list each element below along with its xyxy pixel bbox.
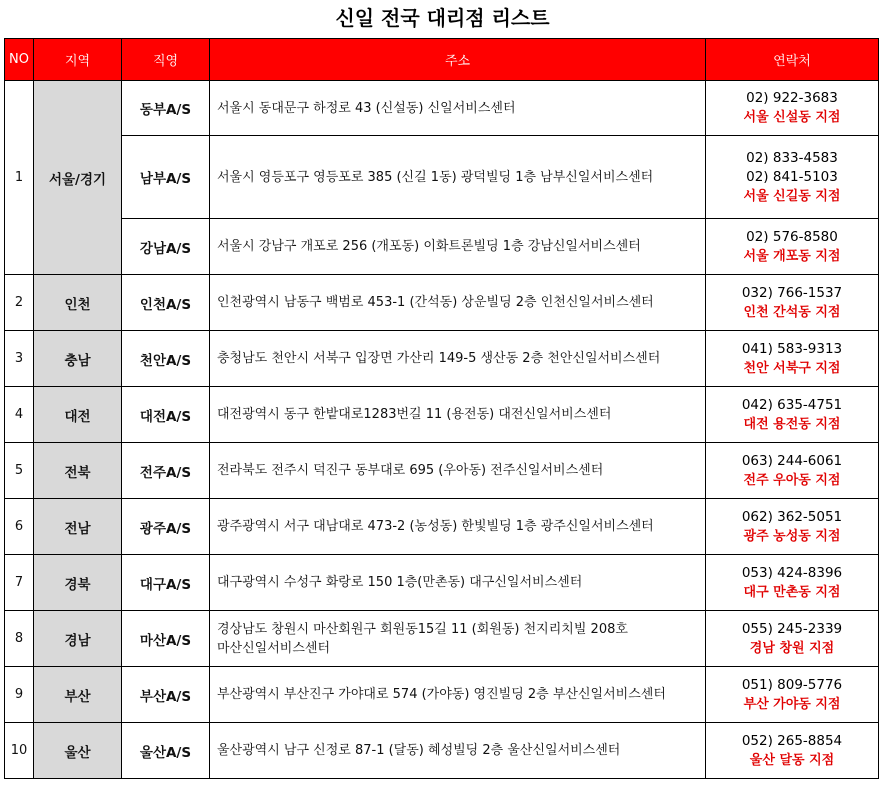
address-cell: 울산광역시 남구 신정로 87-1 (달동) 혜성빌딩 2층 울산신일서비스센터 — [210, 723, 706, 779]
branch-cell: 울산A/S — [122, 723, 210, 779]
address-cell: 부산광역시 부산진구 가야대로 574 (가야동) 영진빌딩 2층 부산신일서비스센터 — [210, 667, 706, 723]
row-number: 4 — [5, 387, 34, 443]
address-cell: 광주광역시 서구 대남대로 473-2 (농성동) 한빛빌딩 1층 광주신일서비스센터 — [210, 499, 706, 555]
header-address: 주소 — [210, 39, 706, 81]
branch-note: 천안 서북구 지점 — [743, 360, 841, 376]
table-row — [5, 275, 879, 331]
branch-note: 대구 만촌동 지점 — [743, 584, 841, 600]
phone-number: 02) 922-3683 — [746, 90, 838, 106]
branch-cell: 대전A/S — [122, 387, 210, 443]
branch-note: 대전 용전동 지점 — [743, 416, 841, 432]
branch-cell: 부산A/S — [122, 667, 210, 723]
phone-number: 042) 635-4751 — [741, 396, 843, 413]
region-cell: 서울/경기 — [34, 81, 122, 275]
row-number: 8 — [5, 611, 34, 667]
row-number: 10 — [5, 723, 34, 779]
table-row — [5, 555, 879, 611]
address-cell: 대구광역시 수성구 화랑로 150 1층(만촌동) 대구신일서비스센터 — [210, 555, 706, 611]
phone-number: 053) 424-8396 — [741, 564, 843, 581]
table-row — [5, 723, 879, 779]
region-cell: 대전 — [34, 387, 122, 443]
table-row — [5, 219, 879, 275]
branch-note: 서울 신길동 지점 — [743, 188, 841, 204]
region-cell: 부산 — [34, 667, 122, 723]
address-line: 마산신일서비스센터 — [217, 640, 331, 656]
branch-note: 광주 농성동 지점 — [743, 528, 841, 544]
branch-note: 경남 창원 지점 — [749, 640, 835, 656]
branch-cell: 대구A/S — [122, 555, 210, 611]
contact-cell — [706, 219, 879, 275]
header-contact: 연락처 — [706, 39, 879, 81]
phone-number: 032) 766-1537 — [741, 284, 843, 301]
region-cell: 충남 — [34, 331, 122, 387]
region-cell: 전남 — [34, 499, 122, 555]
table-row — [5, 81, 879, 136]
region-cell: 경남 — [34, 611, 122, 667]
header-branch: 직영 — [122, 39, 210, 81]
address-line: 경상남도 창원시 마산회원구 회원동15길 11 (회원동) 천지리치빌 208호 — [217, 621, 628, 637]
branch-cell: 인천A/S — [122, 275, 210, 331]
branch-note: 인천 간석동 지점 — [743, 304, 841, 320]
address-cell: 서울시 영등포구 영등포로 385 (신길 1동) 광덕빌딩 1층 남부신일서비스센터 — [210, 136, 706, 219]
address-cell — [210, 611, 706, 667]
contact-cell — [706, 667, 879, 723]
table-row — [5, 443, 879, 499]
contact-cell — [706, 387, 879, 443]
phone-number: 055) 245-2339 — [741, 620, 843, 637]
address-cell: 대전광역시 동구 한밭대로1283번길 11 (용전동) 대전신일서비스센터 — [210, 387, 706, 443]
dealer-table — [4, 38, 879, 779]
contact-cell — [706, 499, 879, 555]
table-row — [5, 136, 879, 219]
table-row — [5, 667, 879, 723]
branch-cell: 동부A/S — [122, 81, 210, 136]
contact-cell — [706, 555, 879, 611]
header-region: 지역 — [34, 39, 122, 81]
phone-number: 052) 265-8854 — [741, 732, 843, 749]
region-cell: 울산 — [34, 723, 122, 779]
branch-cell: 천안A/S — [122, 331, 210, 387]
row-number: 2 — [5, 275, 34, 331]
contact-cell — [706, 275, 879, 331]
row-number: 7 — [5, 555, 34, 611]
row-number: 5 — [5, 443, 34, 499]
header-no: NO — [5, 39, 34, 81]
row-number: 1 — [5, 81, 34, 275]
contact-cell — [706, 723, 879, 779]
table-row — [5, 611, 879, 667]
table-row — [5, 499, 879, 555]
phone-number: 062) 362-5051 — [741, 508, 843, 525]
branch-cell: 광주A/S — [122, 499, 210, 555]
address-cell: 서울시 강남구 개포로 256 (개포동) 이화트론빌딩 1층 강남신일서비스센터 — [210, 219, 706, 275]
contact-cell — [706, 443, 879, 499]
row-number: 9 — [5, 667, 34, 723]
row-number: 3 — [5, 331, 34, 387]
row-number: 6 — [5, 499, 34, 555]
branch-note: 울산 달동 지점 — [749, 752, 835, 768]
header-row — [5, 39, 879, 81]
contact-cell — [706, 611, 879, 667]
region-cell: 경북 — [34, 555, 122, 611]
phone-number: 02) 576-8580 — [746, 228, 838, 245]
address-cell: 전라북도 전주시 덕진구 동부대로 695 (우아동) 전주신일서비스센터 — [210, 443, 706, 499]
region-cell: 전북 — [34, 443, 122, 499]
address-cell: 인천광역시 남동구 백범로 453-1 (간석동) 상운빌딩 2층 인천신일서비스센터 — [210, 275, 706, 331]
contact-cell — [706, 81, 879, 136]
branch-cell: 마산A/S — [122, 611, 210, 667]
phone-number: 041) 583-9313 — [741, 340, 843, 357]
contact-cell — [706, 331, 879, 387]
branch-note: 서울 개포동 지점 — [743, 248, 841, 264]
phone-number: 02) 841-5103 — [746, 168, 838, 185]
table-row — [5, 387, 879, 443]
address-cell: 서울시 동대문구 하정로 43 (신설동) 신일서비스센터 — [210, 81, 706, 136]
phone-number: 02) 833-4583 — [746, 149, 838, 166]
contact-cell — [706, 136, 879, 219]
branch-cell: 강남A/S — [122, 219, 210, 275]
branch-note: 전주 우아동 지점 — [743, 472, 841, 488]
phone-number: 051) 809-5776 — [741, 676, 843, 693]
branch-cell: 전주A/S — [122, 443, 210, 499]
address-cell: 충청남도 천안시 서북구 입장면 가산리 149-5 생산동 2층 천안신일서비스센터 — [210, 331, 706, 387]
branch-note: 서울 신설동 지점 — [743, 110, 841, 125]
phone-number: 063) 244-6061 — [741, 452, 843, 469]
region-cell: 인천 — [34, 275, 122, 331]
branch-cell: 남부A/S — [122, 136, 210, 219]
page-title: 신일 전국 대리점 리스트 — [335, 6, 550, 30]
branch-note: 부산 가야동 지점 — [743, 696, 841, 712]
table-row — [5, 331, 879, 387]
